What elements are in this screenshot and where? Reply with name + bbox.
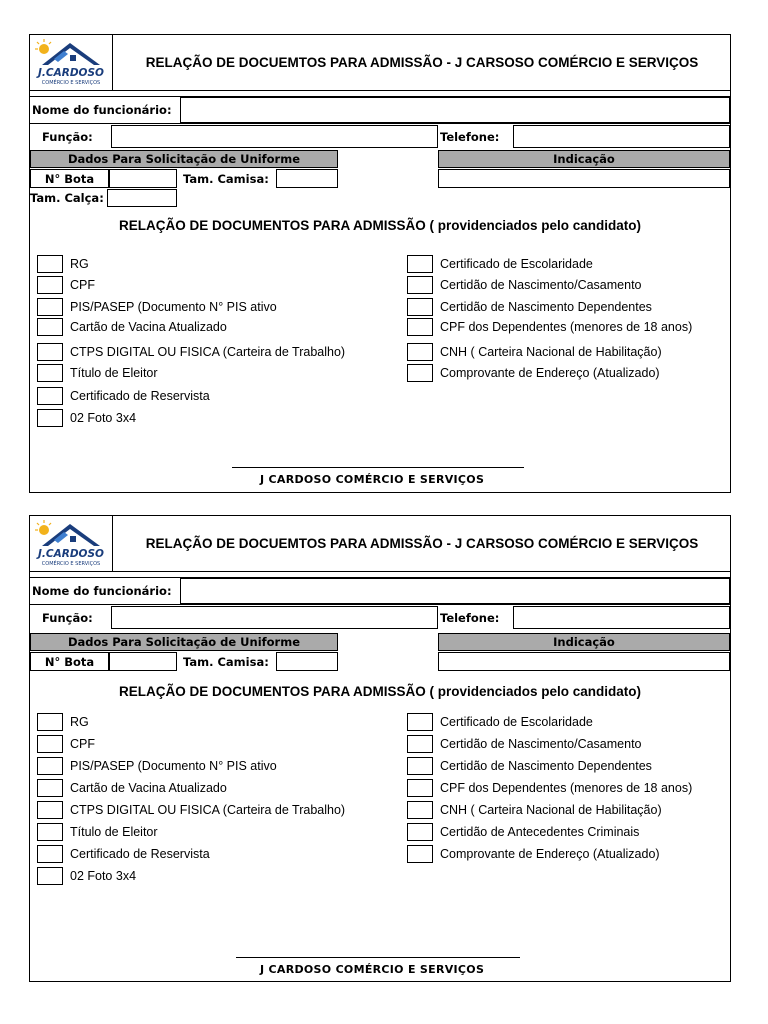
referral-header: Indicação — [438, 150, 730, 168]
boot-size-label: N° Bota — [30, 652, 109, 671]
checkbox-cartao-de-vacina-atualizado[interactable] — [37, 318, 63, 336]
svg-text:COMÉRCIO E SERVIÇOS: COMÉRCIO E SERVIÇOS — [41, 561, 101, 567]
phone-label: Telefone: — [440, 130, 500, 144]
checkbox-cnh-carteira-nacional-de-habilitacao[interactable] — [407, 801, 433, 819]
document-item-02-foto-3x4: 02 Foto 3x4 — [70, 869, 137, 883]
checkbox-02-foto-3x4[interactable] — [37, 867, 63, 885]
checkbox-certidao-de-antecedentes-criminais[interactable] — [407, 823, 433, 841]
document-item-certificado-de-escolaridade: Certificado de Escolaridade — [440, 257, 593, 271]
checkbox-certificado-de-escolaridade[interactable] — [407, 713, 433, 731]
document-item-cpf-dos-dependentes-menores-de-18-anos: CPF dos Dependentes (menores de 18 anos) — [440, 781, 693, 795]
document-item-certificado-de-reservista: Certificado de Reservista — [70, 847, 210, 861]
employee-name-label: Nome do funcionário: — [32, 103, 172, 117]
checkbox-pis-pasep-documento-n-pis-ativo[interactable] — [37, 757, 63, 775]
document-item-pis-pasep-documento-n-pis-ativo: PIS/PASEP (Documento N° PIS ativo — [70, 300, 277, 314]
checkbox-titulo-de-eleitor[interactable] — [37, 364, 63, 382]
checkbox-certificado-de-escolaridade[interactable] — [407, 255, 433, 273]
form-title: RELAÇÃO DE DOCUEMTOS PARA ADMISSÃO - J CARSOSO COMÉRCIO E SERVIÇOS — [145, 535, 699, 551]
signature-line — [236, 957, 520, 958]
checkbox-cpf[interactable] — [37, 735, 63, 753]
employee-name-label: Nome do funcionário: — [32, 584, 172, 598]
company-logo — [30, 35, 113, 90]
checkbox-certidao-de-nascimento-casamento[interactable] — [407, 735, 433, 753]
checkbox-cpf-dos-dependentes-menores-de-18-anos[interactable] — [407, 779, 433, 797]
document-item-certificado-de-reservista: Certificado de Reservista — [70, 389, 210, 403]
documents-subtitle: RELAÇÃO DE DOCUMENTOS PARA ADMISSÃO ( providenciados pelo candidato) — [118, 684, 642, 699]
checkbox-titulo-de-eleitor[interactable] — [37, 823, 63, 841]
document-item-certidao-de-nascimento-casamento: Certidão de Nascimento/Casamento — [440, 278, 642, 292]
document-item-certidao-de-antecedentes-criminais: Certidão de Antecedentes Criminais — [440, 825, 640, 839]
document-item-rg: RG — [70, 257, 89, 271]
checkbox-certidao-de-nascimento-dependentes[interactable] — [407, 298, 433, 316]
checkbox-cpf-dos-dependentes-menores-de-18-anos[interactable] — [407, 318, 433, 336]
document-item-titulo-de-eleitor: Título de Eleitor — [70, 366, 158, 380]
company-logo — [30, 516, 113, 571]
phone-field[interactable] — [513, 125, 730, 148]
document-item-cnh-carteira-nacional-de-habilitacao: CNH ( Carteira Nacional de Habilitação) — [440, 345, 662, 359]
document-item-rg: RG — [70, 715, 89, 729]
document-item-certificado-de-escolaridade: Certificado de Escolaridade — [440, 715, 593, 729]
documents-subtitle: RELAÇÃO DE DOCUMENTOS PARA ADMISSÃO ( providenciados pelo candidato) — [118, 218, 642, 233]
document-item-certidao-de-nascimento-dependentes: Certidão de Nascimento Dependentes — [440, 759, 652, 773]
document-item-cpf: CPF — [70, 278, 95, 292]
svg-text:COMÉRCIO E SERVIÇOS: COMÉRCIO E SERVIÇOS — [41, 80, 101, 86]
admission-form-1 — [29, 34, 731, 493]
employee-name-field[interactable] — [180, 97, 730, 123]
boot-size-field[interactable] — [109, 169, 177, 188]
admission-form-2 — [29, 515, 731, 982]
checkbox-cartao-de-vacina-atualizado[interactable] — [37, 779, 63, 797]
checkbox-comprovante-de-endereco-atualizado[interactable] — [407, 364, 433, 382]
document-item-cpf-dos-dependentes-menores-de-18-anos: CPF dos Dependentes (menores de 18 anos) — [440, 320, 693, 334]
employee-name-field[interactable] — [180, 578, 730, 604]
document-item-cnh-carteira-nacional-de-habilitacao: CNH ( Carteira Nacional de Habilitação) — [440, 803, 662, 817]
checkbox-certidao-de-nascimento-casamento[interactable] — [407, 276, 433, 294]
boot-size-label: N° Bota — [30, 169, 109, 188]
pants-size-field[interactable] — [107, 189, 177, 207]
uniform-header: Dados Para Solicitação de Uniforme — [30, 150, 338, 168]
checkbox-02-foto-3x4[interactable] — [37, 409, 63, 427]
document-item-pis-pasep-documento-n-pis-ativo: PIS/PASEP (Documento N° PIS ativo — [70, 759, 277, 773]
phone-label: Telefone: — [440, 611, 500, 625]
form-title: RELAÇÃO DE DOCUEMTOS PARA ADMISSÃO - J CARSOSO COMÉRCIO E SERVIÇOS — [145, 54, 699, 70]
checkbox-ctps-digital-ou-fisica-carteira-de-traba[interactable] — [37, 343, 63, 361]
checkbox-ctps-digital-ou-fisica-carteira-de-traba[interactable] — [37, 801, 63, 819]
document-item-certidao-de-nascimento-dependentes: Certidão de Nascimento Dependentes — [440, 300, 652, 314]
document-item-comprovante-de-endereco-atualizado: Comprovante de Endereço (Atualizado) — [440, 847, 660, 861]
checkbox-rg[interactable] — [37, 255, 63, 273]
checkbox-certificado-de-reservista[interactable] — [37, 387, 63, 405]
checkbox-certificado-de-reservista[interactable] — [37, 845, 63, 863]
checkbox-pis-pasep-documento-n-pis-ativo[interactable] — [37, 298, 63, 316]
document-item-cpf: CPF — [70, 737, 95, 751]
role-field[interactable] — [111, 606, 438, 629]
document-item-cartao-de-vacina-atualizado: Cartão de Vacina Atualizado — [70, 320, 227, 334]
shirt-size-field[interactable] — [276, 652, 338, 671]
shirt-size-label: Tam. Camisa: — [183, 654, 269, 669]
checkbox-certidao-de-nascimento-dependentes[interactable] — [407, 757, 433, 775]
svg-text:J.CARDOSO: J.CARDOSO — [38, 548, 104, 560]
shirt-size-label: Tam. Camisa: — [183, 171, 269, 186]
checkbox-rg[interactable] — [37, 713, 63, 731]
svg-text:J.CARDOSO: J.CARDOSO — [38, 67, 104, 79]
document-item-certidao-de-nascimento-casamento: Certidão de Nascimento/Casamento — [440, 737, 642, 751]
document-item-titulo-de-eleitor: Título de Eleitor — [70, 825, 158, 839]
referral-field[interactable] — [438, 169, 730, 188]
document-item-02-foto-3x4: 02 Foto 3x4 — [70, 411, 137, 425]
checkbox-cnh-carteira-nacional-de-habilitacao[interactable] — [407, 343, 433, 361]
role-label: Função: — [42, 611, 93, 625]
pants-size-label: Tam. Calça: — [30, 191, 104, 205]
document-item-comprovante-de-endereco-atualizado: Comprovante de Endereço (Atualizado) — [440, 366, 660, 380]
signature-company: J CARDOSO COMÉRCIO E SERVIÇOS — [260, 473, 485, 486]
signature-company: J CARDOSO COMÉRCIO E SERVIÇOS — [260, 963, 485, 976]
uniform-header: Dados Para Solicitação de Uniforme — [30, 633, 338, 651]
checkbox-cpf[interactable] — [37, 276, 63, 294]
document-item-ctps-digital-ou-fisica-carteira-de-traba: CTPS DIGITAL OU FISICA (Carteira de Trabalho) — [70, 803, 346, 817]
referral-field[interactable] — [438, 652, 730, 671]
referral-header: Indicação — [438, 633, 730, 651]
role-label: Função: — [42, 130, 93, 144]
phone-field[interactable] — [513, 606, 730, 629]
document-item-ctps-digital-ou-fisica-carteira-de-traba: CTPS DIGITAL OU FISICA (Carteira de Trabalho) — [70, 345, 346, 359]
role-field[interactable] — [111, 125, 438, 148]
boot-size-field[interactable] — [109, 652, 177, 671]
signature-line — [232, 467, 524, 468]
document-item-cartao-de-vacina-atualizado: Cartão de Vacina Atualizado — [70, 781, 227, 795]
checkbox-comprovante-de-endereco-atualizado[interactable] — [407, 845, 433, 863]
shirt-size-field[interactable] — [276, 169, 338, 188]
